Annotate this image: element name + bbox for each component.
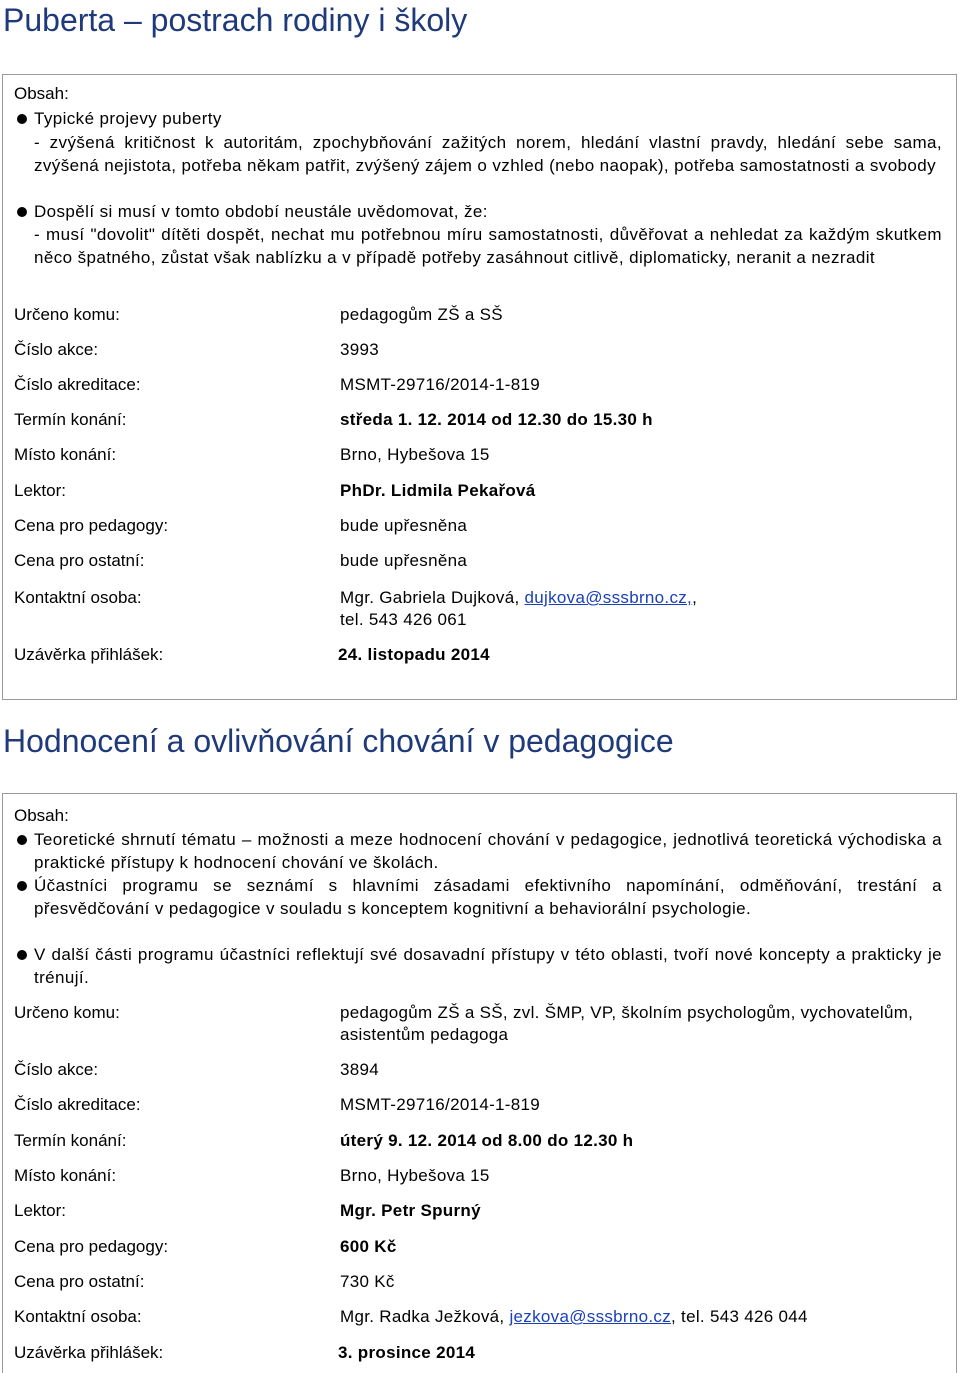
field-lektor (3, 479, 956, 503)
field-label: Uzávěrka přihlášek: (14, 1343, 164, 1362)
bullet-icon (17, 114, 27, 124)
field-value: bude upřesněna (340, 516, 468, 535)
field-uzaverka (3, 643, 956, 667)
field-akreditace (3, 373, 956, 397)
field-value: 3. prosince 2014 (338, 1343, 476, 1362)
field-value: středa 1. 12. 2014 od 12.30 do 15.30 h (340, 410, 653, 429)
field-value: 730 Kč (340, 1272, 395, 1291)
field-label: Číslo akce: (14, 1060, 99, 1079)
field-termin (3, 1129, 956, 1153)
field-value: Brno, Hybešova 15 (340, 1166, 490, 1185)
contact-name: Mgr. Gabriela Dujková, (340, 588, 520, 607)
field-value: Brno, Hybešova 15 (340, 445, 490, 464)
bullet-icon (17, 881, 27, 891)
field-akreditace (3, 1093, 956, 1117)
list-item-text: V další části programu účastníci reflektují své dosavadní přístupy v této oblasti, tvoří nové koncepty a prakticky je trénují. (34, 945, 942, 987)
field-value: úterý 9. 12. 2014 od 8.00 do 12.30 h (340, 1131, 634, 1150)
field-termin (3, 408, 956, 432)
event1-title: Puberta – postrach rodiny i školy (3, 2, 468, 38)
contact-email-link[interactable]: dujkova@sssbrno.cz, (524, 588, 693, 607)
contact-separator: , (692, 588, 698, 607)
field-misto (3, 443, 956, 467)
list-item-text: Teoretické shrnutí tématu – možnosti a meze hodnocení chování v pedagogice, jednotlivá teoretická východiska a praktické přístupy k hodnocení chování ve školách. (34, 830, 942, 872)
contact-phone: , tel. 543 426 044 (671, 1307, 808, 1326)
field-value (340, 587, 942, 631)
list-item-text: Dospělí si musí v tomto období neustále uvědomovat, že: (34, 202, 488, 221)
field-value: pedagogům ZŠ a SŠ (340, 305, 503, 324)
list-item-text: - musí "dovolit" dítěti dospět, nechat mu potřebnou míru samostatnosti, důvěřovat a nehledat za každým skutkem něco špatného, zůstat však nablízku a v případě potřeby zasáhnout citlivě, diplomaticky, neranit a nezradit (34, 225, 942, 267)
list-item-text: Typické projevy puberty (34, 109, 222, 128)
field-label: Termín konání: (14, 1131, 127, 1150)
field-label: Číslo akreditace: (14, 375, 141, 394)
field-label: Cena pro pedagogy: (14, 516, 169, 535)
list-item-text: - zvýšená kritičnost k autoritám, zpochybňování zažitých norem, hledání vlastní pravdy, hledání sebe sama, zvýšená nejistota, potřeba někam patřit, zvýšený zájem o vzhled (nebo naopak), potřeba samostatnosti a svobody (34, 133, 942, 175)
field-value (340, 1306, 942, 1328)
field-value: bude upřesněna (340, 551, 468, 570)
bullet-icon (17, 835, 27, 845)
bullet-icon (17, 950, 27, 960)
field-label: Určeno komu: (14, 305, 120, 324)
field-misto (3, 1164, 956, 1188)
field-value: 24. listopadu 2014 (338, 645, 490, 664)
field-label: Termín konání: (14, 410, 127, 429)
event2-box (2, 793, 957, 1373)
bullet-icon (17, 207, 27, 217)
field-urceno (3, 303, 956, 327)
field-value: MSMT-29716/2014-1-819 (340, 375, 541, 394)
field-label: Lektor: (14, 1201, 66, 1220)
contact-name: Mgr. Radka Ježková, (340, 1307, 505, 1326)
field-cena-pedagogy (3, 1235, 956, 1259)
field-akce (3, 338, 956, 362)
field-lektor (3, 1199, 956, 1223)
field-cena-ostatni (3, 1270, 956, 1294)
field-uzaverka (3, 1341, 956, 1365)
event1-box (2, 74, 957, 700)
list-item-text: Účastníci programu se seznámí s hlavními zásadami efektivního napomínání, odměňování, trestání a přesvědčování v pedagogice v souladu s konceptem kognitivní a behaviorální psychologie. (34, 876, 942, 918)
field-value: 600 Kč (340, 1237, 397, 1256)
field-value: Mgr. Petr Spurný (340, 1201, 481, 1220)
field-value: 3894 (340, 1060, 380, 1079)
field-kontakt (3, 1305, 956, 1329)
field-value: pedagogům ZŠ a SŠ, zvl. ŠMP, VP, školním psychologům, vychovatelům, asistentům pedagoga (340, 1003, 914, 1044)
obsah-label: Obsah: (14, 84, 69, 103)
field-label: Kontaktní osoba: (14, 1307, 142, 1326)
contact-email-link[interactable]: jezkova@sssbrno.cz (509, 1307, 672, 1326)
field-label: Uzávěrka přihlášek: (14, 645, 164, 664)
obsah-label: Obsah: (14, 806, 69, 825)
field-label: Cena pro ostatní: (14, 551, 145, 570)
field-akce (3, 1058, 956, 1082)
field-cena-ostatni (3, 549, 956, 573)
field-label: Cena pro pedagogy: (14, 1237, 169, 1256)
field-kontakt (3, 586, 956, 632)
field-label: Číslo akreditace: (14, 1095, 141, 1114)
field-value: MSMT-29716/2014-1-819 (340, 1095, 541, 1114)
field-value: PhDr. Lidmila Pekařová (340, 481, 536, 500)
contact-phone: tel. 543 426 061 (340, 610, 467, 629)
field-label: Číslo akce: (14, 340, 99, 359)
field-label: Cena pro ostatní: (14, 1272, 145, 1291)
field-label: Určeno komu: (14, 1003, 120, 1022)
field-urceno (3, 1001, 956, 1047)
field-label: Kontaktní osoba: (14, 588, 142, 607)
field-cena-pedagogy (3, 514, 956, 538)
field-label: Místo konání: (14, 445, 117, 464)
field-label: Místo konání: (14, 1166, 117, 1185)
field-value: 3993 (340, 340, 380, 359)
field-label: Lektor: (14, 481, 66, 500)
event2-title: Hodnocení a ovlivňování chování v pedagogice (3, 723, 674, 759)
